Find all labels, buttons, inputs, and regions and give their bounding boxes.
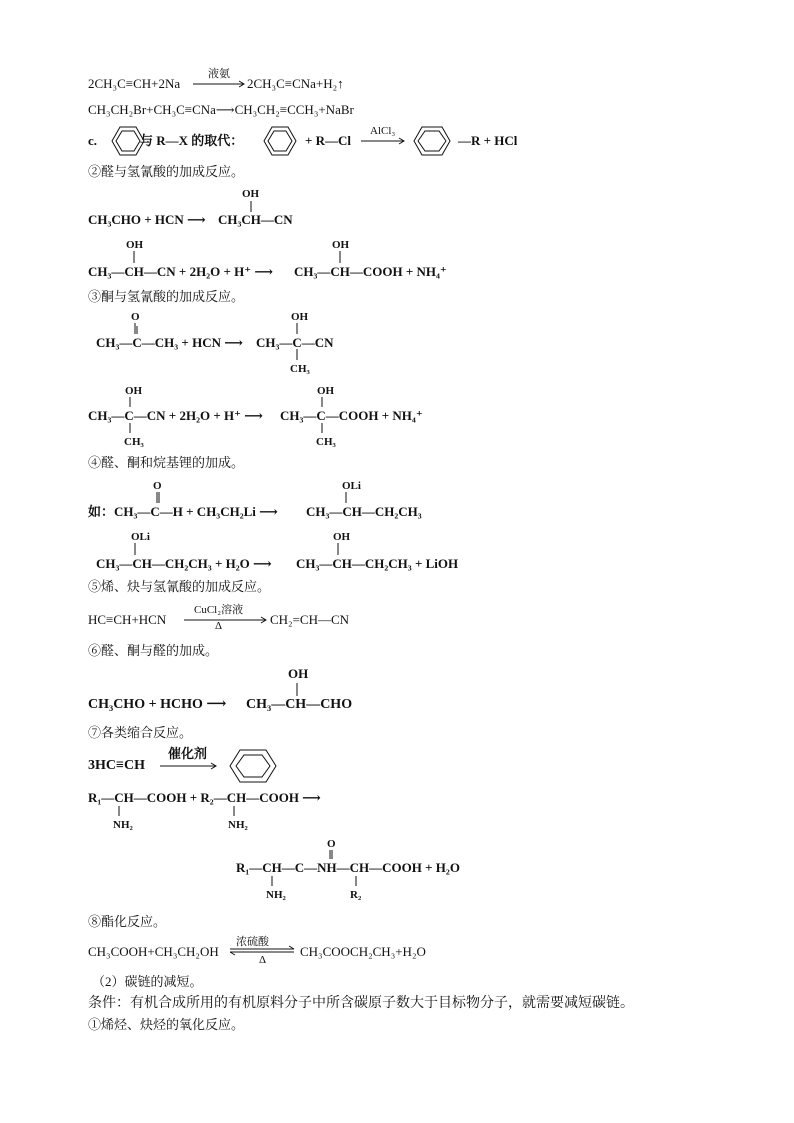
r5-left: HC≡CH+HCN (88, 612, 167, 627)
equation-1-condition: 液氨 (208, 68, 230, 80)
r7b-nh2b: NH₂ (228, 819, 248, 831)
r7b-nh2a: NH₂ (113, 819, 133, 831)
r3b-oh2: OH (317, 385, 335, 397)
benzene-ring-icon (414, 127, 450, 155)
r5-cond-bot: Δ (215, 620, 223, 632)
r8-right: CH₃COOCH₂CH₃+H₂O (300, 944, 426, 959)
r2b-right: CH₃—CH—COOH + NH₄⁺ (294, 264, 447, 279)
arrow-1 (193, 81, 244, 87)
r7c-nh2: NH₂ (266, 889, 286, 901)
benzene-ring-icon (112, 127, 144, 155)
r4a-oli: OLi (342, 480, 361, 492)
item-c-text: 与 R—X 的取代： (140, 133, 244, 148)
r8-cond-bot: Δ (259, 954, 267, 966)
r2b-oh1: OH (126, 239, 144, 251)
heading-2: ②醛与氢氰酸的加成反应。 (88, 164, 245, 179)
r7c-r2: R₂ (350, 889, 362, 901)
r4a-left: 如：CH₃—C—H + CH₃CH₂Li ⟶ (88, 504, 278, 519)
r3a-right: CH₃—C—CN (256, 335, 334, 350)
r2b-oh2: OH (332, 239, 350, 251)
r7b-left: R₁—CH—COOH + R₂—CH—COOH ⟶ (88, 790, 321, 805)
r4b-oli: OLi (131, 531, 150, 543)
r4b-left: CH₃—CH—CH₂CH₃ + H₂O ⟶ (96, 556, 272, 571)
item-c-condition: AlCl₃ (370, 125, 396, 137)
r2a-oh: OH (242, 188, 260, 200)
heading-3: ③酮与氢氰酸的加成反应。 (88, 289, 245, 304)
r4a-o: O (153, 480, 162, 492)
r3b-right: CH₃—C—COOH + NH₄⁺ (280, 408, 423, 423)
arrow-5 (184, 617, 266, 623)
r5-cond-top: CuCl₂溶液 (194, 604, 244, 616)
equation-1-left: 2CH₃C≡CH+2Na (88, 76, 181, 91)
benzene-ring-icon (230, 750, 276, 782)
r5-right: CH₂=CH—CN (270, 612, 350, 627)
r2a-right: CH₃CH—CN (218, 212, 293, 227)
r2b-left: CH₃—CH—CN + 2H₂O + H⁺ ⟶ (88, 264, 273, 279)
r7a-left: 3HC≡CH (88, 758, 145, 773)
r2a-left: CH₃CHO + HCN ⟶ (88, 212, 206, 227)
benzene-ring-icon (264, 127, 296, 155)
equation-1-right: 2CH₃C≡CNa+H₂↑ (247, 76, 344, 91)
heading-4: ④醛、酮和烷基锂的加成。 (88, 455, 245, 470)
r6-left: CH₃CHO + HCHO ⟶ (88, 697, 227, 712)
r3a-left: CH₃—C—CH₃ + HCN ⟶ (96, 335, 243, 350)
r7c-o: O (327, 838, 336, 850)
r7a-cond: 催化剂 (168, 746, 208, 761)
r7c-main: R₁—CH—C—NH—CH—COOH + H₂O (236, 860, 460, 875)
section-2-heading: （2）碳链的减短。 (92, 974, 203, 989)
item-c-product: —R + HCl (458, 133, 518, 148)
arrow-7 (160, 763, 216, 769)
r3a-o: O (131, 311, 140, 323)
r3b-oh1: OH (125, 385, 143, 397)
r3b-left: CH₃—C—CN + 2H₂O + H⁺ ⟶ (88, 408, 263, 423)
heading-6: ⑥醛、酮与醛的加成。 (88, 643, 219, 658)
heading-8: ⑧酯化反应。 (88, 914, 167, 929)
r6-right: CH₃—CH—CHO (246, 697, 353, 712)
r8-cond-top: 浓硫酸 (236, 936, 269, 948)
r8-left: CH₃COOH+CH₃CH₂OH (88, 944, 219, 959)
reversible-arrow (230, 946, 294, 955)
arrow-c (361, 138, 404, 144)
r6-oh: OH (288, 666, 309, 681)
r3b-ch3b: CH₃ (316, 436, 336, 448)
r4b-right: CH₃—CH—CH₂CH₃ + LiOH (296, 556, 459, 571)
r3a-ch3: CH₃ (290, 363, 310, 375)
r3b-ch3a: CH₃ (124, 436, 144, 448)
last-line: ①烯烃、炔烃的氧化反应。 (88, 1017, 245, 1032)
r4b-oh: OH (333, 531, 351, 543)
condition-text: 条件：有机合成所用的有机原料分子中所含碳原子数大于目标物分子，就需要减短碳链。 (88, 996, 634, 1011)
r3a-oh: OH (291, 311, 309, 323)
item-c-label: c. (88, 133, 98, 148)
r4a-right: CH₃—CH—CH₂CH₃ (306, 504, 422, 519)
heading-7: ⑦各类缩合反应。 (88, 725, 193, 740)
item-c-plus-reagent: + R—Cl (305, 133, 352, 148)
equation-2: CH₃CH₂Br+CH₃C≡CNa⟶CH₃CH₂≡CCH₃+NaBr (88, 102, 354, 117)
heading-5: ⑤烯、炔与氢氰酸的加成反应。 (88, 579, 271, 594)
